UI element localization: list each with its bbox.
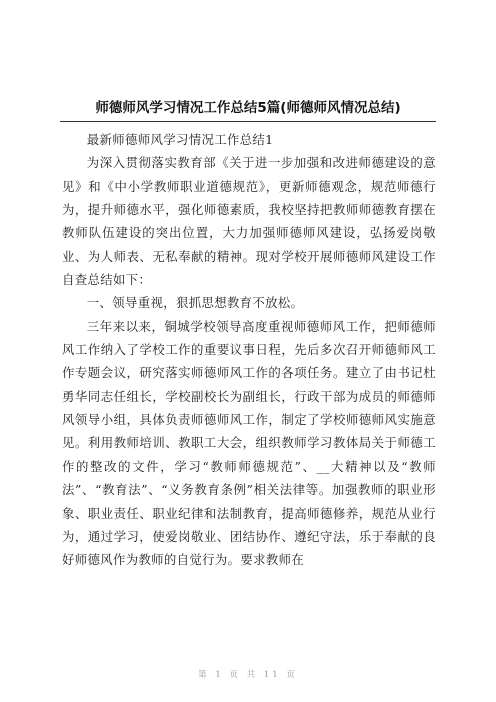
document-title: 师德师风学习情况工作总结5篇(师德师风情况总结) bbox=[95, 100, 401, 116]
section-heading: 一、领导重视，狠抓思想教育不放松。 bbox=[86, 295, 304, 311]
document-body bbox=[62, 128, 436, 572]
subtitle-paragraph: 最新师德师风学习情况工作总结1 bbox=[86, 132, 274, 147]
title-divider bbox=[60, 121, 436, 122]
body-paragraph: 为深入贯彻落实教育部《关于进一步加强和改进师德建设的意见》和《中小学教师职业道德规范》，更新师德观念，规范师德行为，提升师德水平，强化师德素质，我校坚持把教师师德教育摆在教师队伍建设的突出位置，大力加强师德师风建设，弘扬爱岗敬业、为人师表、无私奉献的精神。现对学校开展师德师风建设工作自查总结如下： bbox=[62, 155, 436, 288]
body-paragraph: 三年来以来，铜城学校领导高度重视师德师风工作，把师德师风工作纳入了学校工作的重要议事日程，先后多次召开师德师风工作专题会议，研究落实师德师风工作的各项任务。建立了由书记杜勇华同志任组长，学校副校长为副组长，行政干部为成员的师德师风领导小组，具体负责师德师风工作，制定了学校师德师风实施意见。利用教师培训、教职工大会，组织教师学习教体局关于师德工作的整改的文件，学习“教师师德规范”、__大精神以及“教师法”、“教育法”、“义务教育条例”相关法律等。加强教师的职业形象、职业责任、职业纪律和法制教育，提高师德修养，规范从业行为，通过学习，使爱岗敬业、团结协作、遵纪守法，乐于奉献的良好师德风作为教师的自觉行为。要求教师在 bbox=[62, 318, 436, 568]
page-number-footer: 第 1 页 共 11 页 bbox=[198, 670, 298, 680]
